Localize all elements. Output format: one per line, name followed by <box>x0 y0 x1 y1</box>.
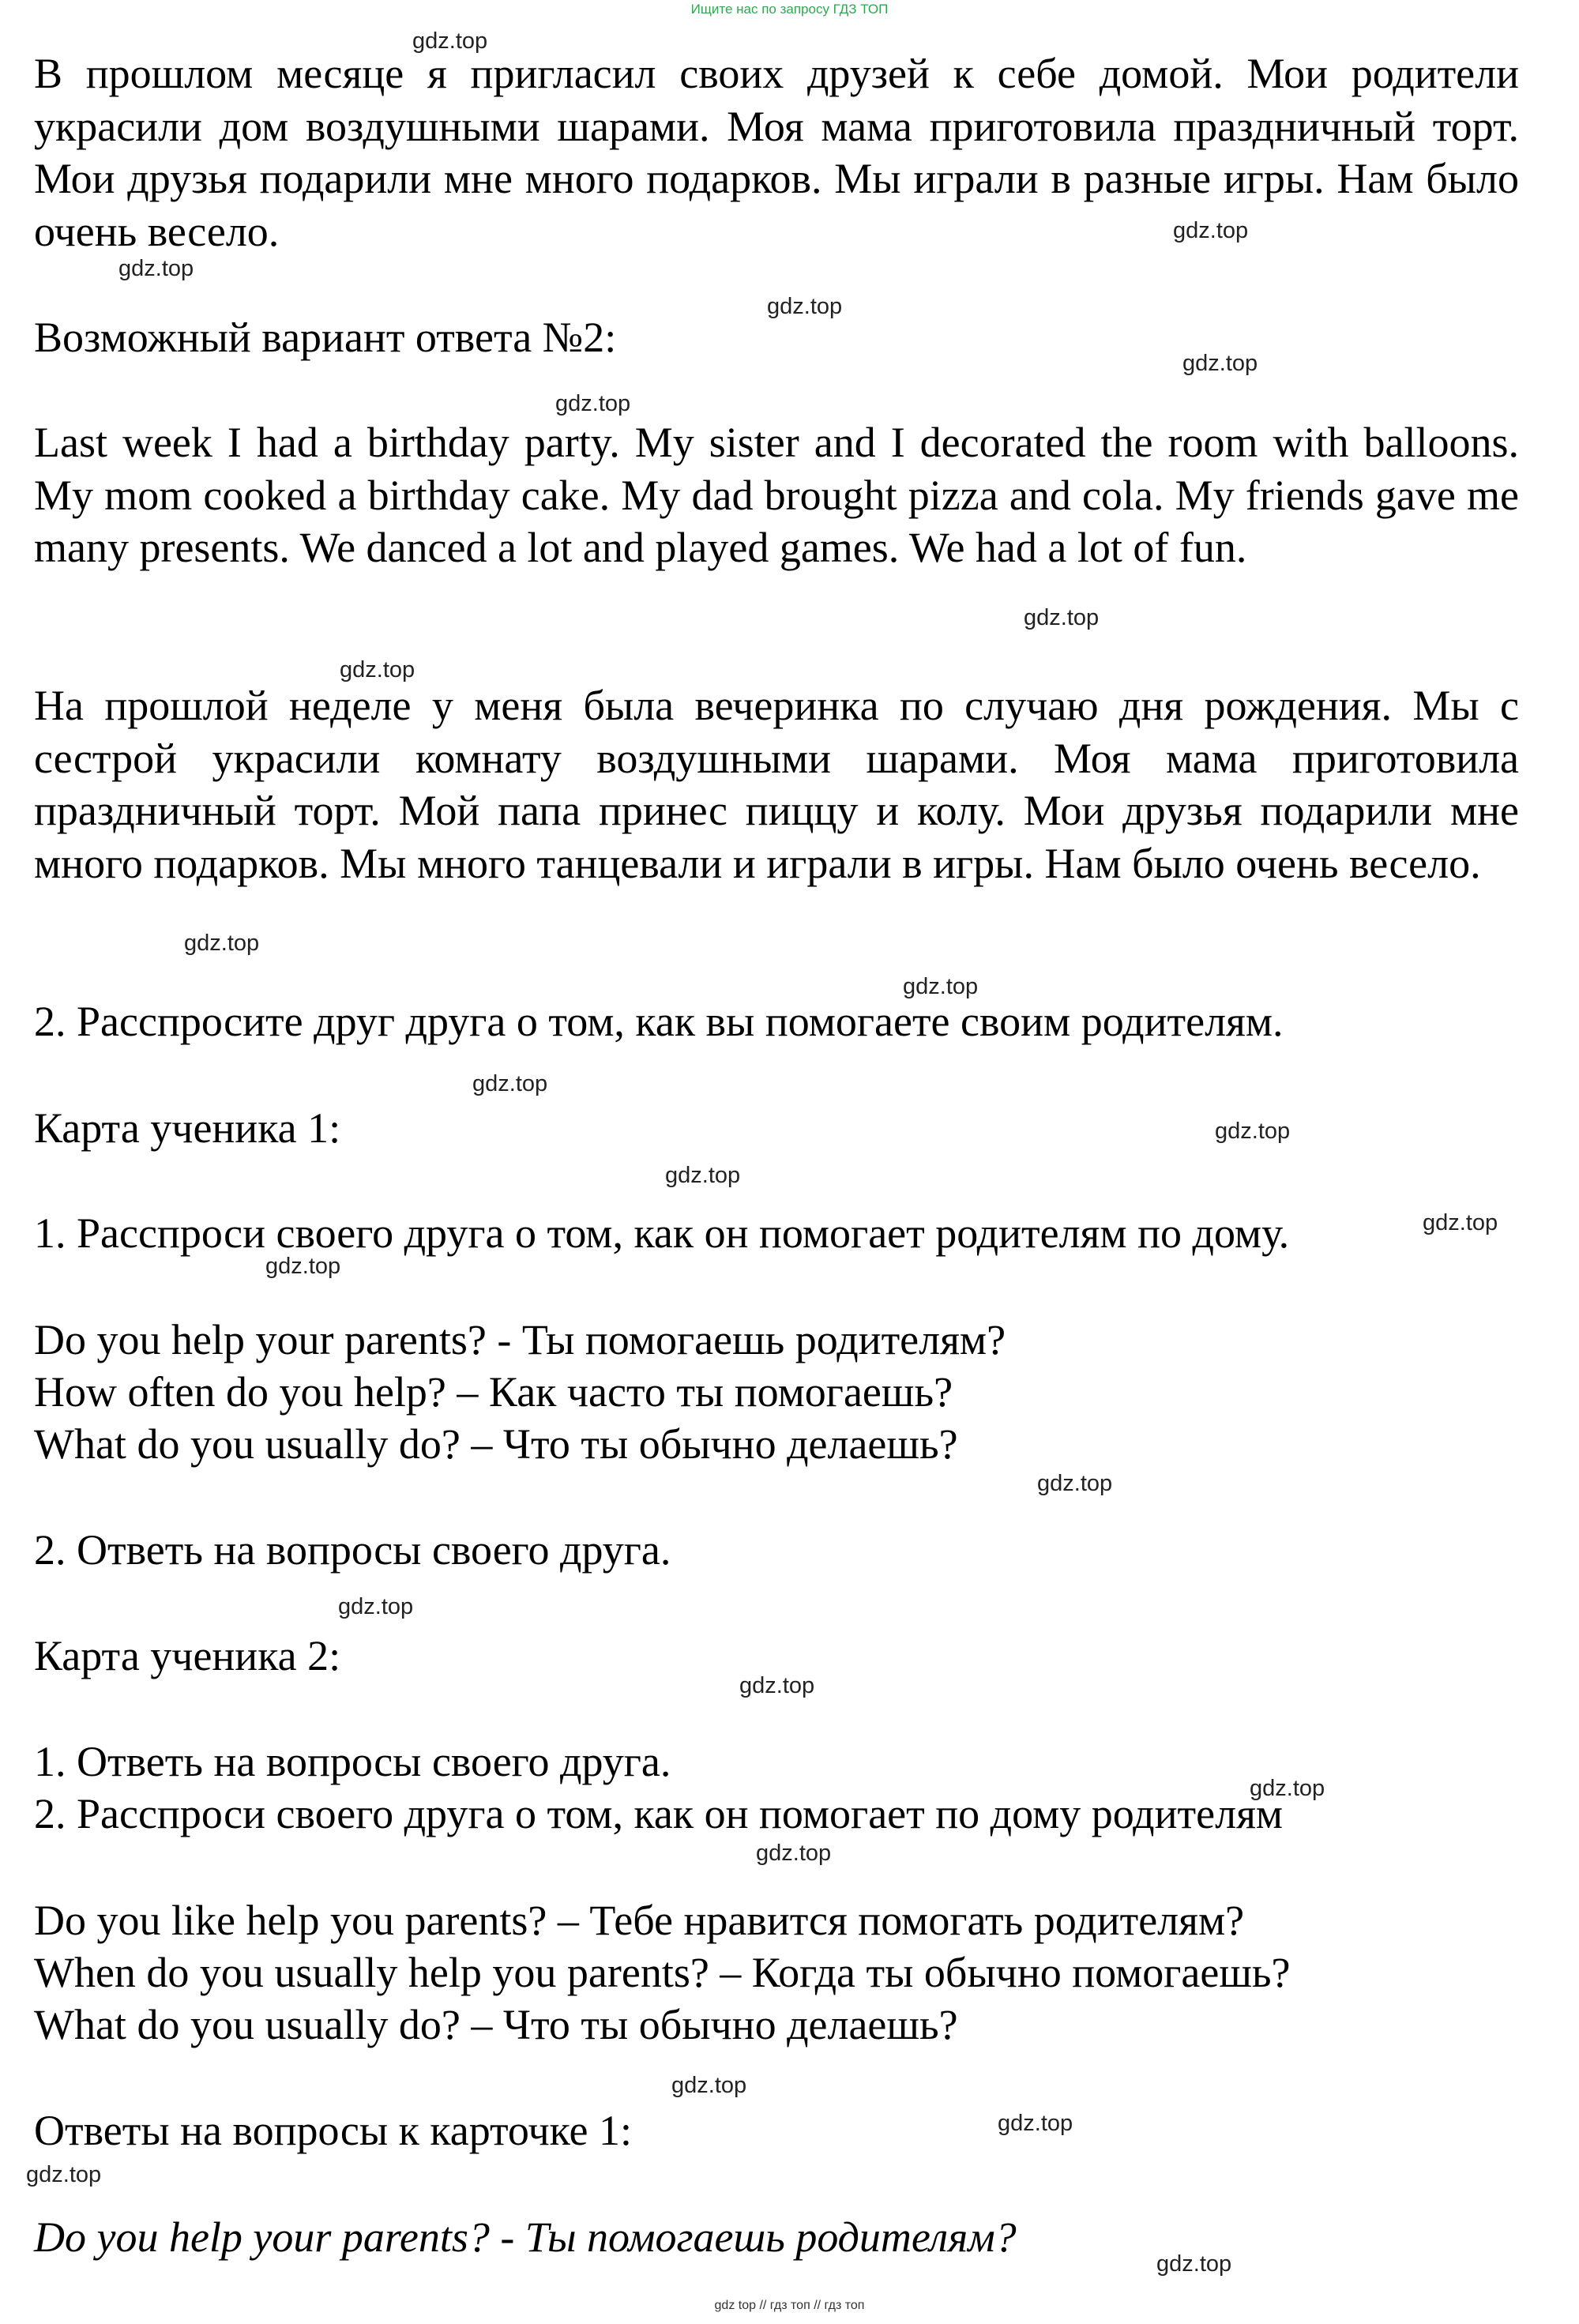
card-1-title: Карта ученика 1: <box>34 1104 341 1152</box>
variant-2-heading: Возможный вариант ответа №2: <box>34 314 617 361</box>
watermark: gdz.top <box>1024 605 1100 630</box>
card-1-question-1: Do you help your parents? - Ты помогаешь родителям? <box>34 1316 1006 1363</box>
watermark: gdz.top <box>1182 351 1258 376</box>
watermark: gdz.top <box>998 2111 1073 2136</box>
watermark: gdz.top <box>1423 1210 1498 1235</box>
watermark: gdz.top <box>26 2162 102 2187</box>
watermark: gdz.top <box>118 256 194 281</box>
watermark: gdz.top <box>184 931 260 956</box>
card-2-item-1: 1. Ответь на вопросы своего друга. <box>34 1738 671 1785</box>
card-1-item-1: 1. Расспроси своего друга о том, как он помогает родителям по дому. <box>34 1209 1290 1257</box>
watermark: gdz.top <box>1250 1776 1325 1801</box>
watermark: gdz.top <box>412 28 488 54</box>
watermark: gdz.top <box>555 391 631 416</box>
card-2-question-1: Do you like help you parents? – Тебе нравится помогать родителям? <box>34 1897 1245 1944</box>
card-1-item-2: 2. Ответь на вопросы своего друга. <box>34 1526 671 1574</box>
card-2-title: Карта ученика 2: <box>34 1632 341 1679</box>
watermark: gdz.top <box>1037 1471 1113 1496</box>
watermark: gdz.top <box>265 1254 341 1279</box>
card-2-item-2: 2. Расспроси своего друга о том, как он помогает по дому родителям <box>34 1790 1284 1837</box>
watermark: gdz.top <box>739 1673 815 1698</box>
watermark: gdz.top <box>671 2073 747 2098</box>
watermark: gdz.top <box>338 1594 414 1619</box>
task-2-heading: 2. Расспросите друг друга о том, как вы помогаете своим родителям. <box>34 998 1284 1045</box>
watermark: gdz.top <box>903 974 979 999</box>
watermark: gdz.top <box>756 1841 832 1866</box>
answers-card-1-title: Ответы на вопросы к карточке 1: <box>34 2107 633 2154</box>
card-1-question-3: What do you usually do? – Что ты обычно делаешь? <box>34 1420 958 1468</box>
card-2-question-2: When do you usually help you parents? – Когда ты обычно помогаешь? <box>34 1949 1291 1996</box>
answer-question-1: Do you help your parents? - Ты помогаешь родителям? <box>34 2213 1017 2261</box>
paragraph-party-en: Last week I had a birthday party. My sister and I decorated the room with balloons. My mom cooked a birthday cake. My dad brought pizza and cola. My friends gave me many presents. We danced a lot and played games. We had a lot of fun. <box>34 419 1519 571</box>
card-2-question-3: What do you usually do? – Что ты обычно делаешь? <box>34 2001 958 2048</box>
watermark: gdz.top <box>767 294 843 319</box>
paragraph-party-ru-1: В прошлом месяце я пригласил своих друзей к себе домой. Мои родители украсили дом воздушными шарами. Моя мама приготовила праздничный торт. Мои друзья подарили мне много подарков. Мы играли в разные игры. Нам было очень весело. <box>34 50 1519 255</box>
paragraph-party-ru-2: На прошлой неделе у меня была вечеринка по случаю дня рождения. Мы с сестрой украсили комнату воздушными шарами. Моя мама приготовила праздничный торт. Мой папа принес пиццу и колу. Мои друзья подарили мне много подарков. Мы много танцевали и играли в игры. Нам было очень весело. <box>34 682 1519 887</box>
watermark: gdz.top <box>1156 2251 1232 2277</box>
watermark: gdz.top <box>1173 218 1249 243</box>
top-banner: Ищите нас по запросу ГДЗ ТОП <box>690 2 889 17</box>
footer-watermark: gdz top // гдз топ // гдз топ <box>714 2299 865 2312</box>
watermark: gdz.top <box>472 1071 548 1096</box>
card-1-question-2: How often do you help? – Как часто ты помогаешь? <box>34 1368 953 1416</box>
watermark: gdz.top <box>665 1163 741 1188</box>
watermark: gdz.top <box>340 657 415 683</box>
watermark: gdz.top <box>1215 1119 1291 1144</box>
